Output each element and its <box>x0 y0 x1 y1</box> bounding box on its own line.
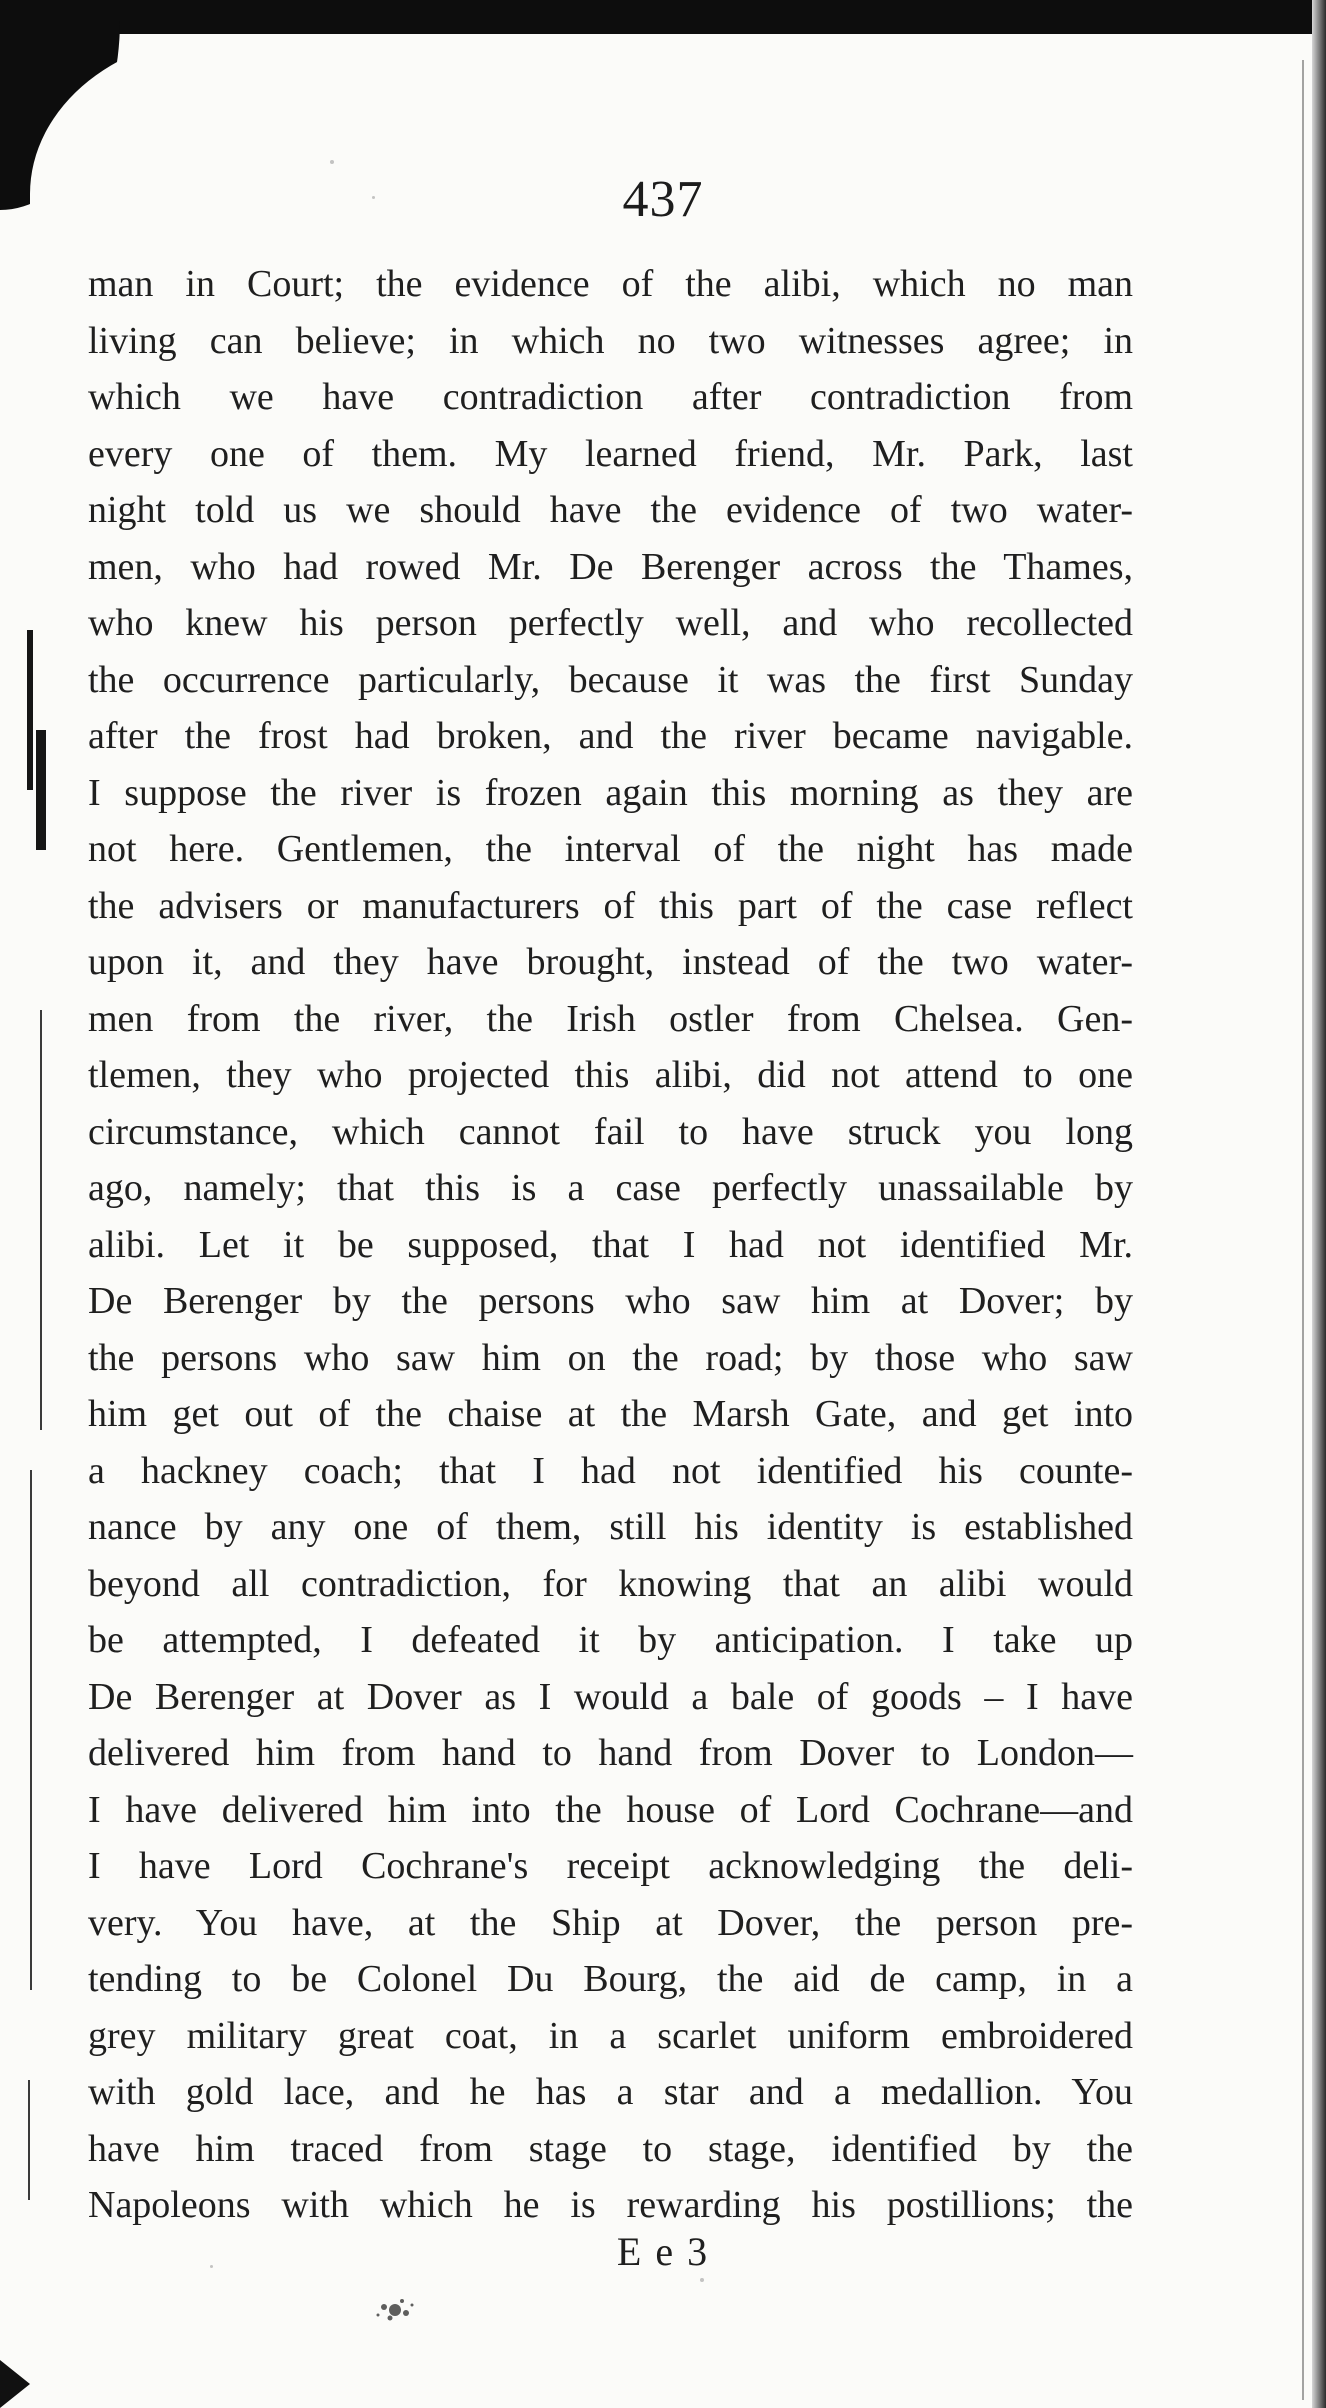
gutter-mark <box>36 730 46 850</box>
text-line: I have delivered him into the house of Lord Cochrane—and <box>88 1788 1133 1831</box>
page-number: 437 <box>622 171 704 228</box>
gutter-line <box>28 2080 30 2200</box>
text-line: alibi. Let it be supposed, that I had not identified Mr. <box>88 1223 1133 1266</box>
text-line: the occurrence particularly, because it was the first Sunday <box>88 658 1133 701</box>
text-line: which we have contradiction after contradiction from <box>88 376 1133 418</box>
text-line: beyond all contradiction, for knowing that an alibi would <box>88 1562 1133 1605</box>
scan-top-border <box>0 0 1326 34</box>
text-line: with gold lace, and he has a star and a medallion. You <box>88 2071 1133 2113</box>
binding-shadow-wedge <box>0 2360 30 2408</box>
gutter-line <box>30 1470 32 1990</box>
paper-speckle <box>330 160 334 164</box>
text-line: circumstance, which cannot fail to have struck you long <box>88 1110 1133 1153</box>
text-line: I have Lord Cochrane's receipt acknowledging the deli- <box>88 1845 1133 1887</box>
ink-blot-ornament <box>350 2285 440 2335</box>
text-line: De Berenger by the persons who saw him at Dover; by <box>88 1280 1133 1322</box>
text-line: tlemen, they who projected this alibi, did not attend to one <box>88 1054 1133 1096</box>
text-line: Napoleons with which he is rewarding his postillions; the <box>88 2184 1133 2226</box>
text-line: him get out of the chaise at the Marsh Gate, and get into <box>88 1393 1133 1435</box>
gutter-line <box>40 1010 42 1430</box>
gutter-mark <box>27 630 33 790</box>
text-line: tending to be Colonel Du Bourg, the aid de camp, in a <box>88 1958 1133 2000</box>
signature-mark: E e 3 <box>616 2229 710 2274</box>
text-line: man in Court; the evidence of the alibi, which no man <box>88 263 1133 305</box>
paper-speckle <box>700 2278 704 2282</box>
text-line: men from the river, the Irish ostler from Chelsea. Gen- <box>88 997 1133 1040</box>
text-line: upon it, and they have brought, instead of the two water- <box>88 941 1133 983</box>
text-line: De Berenger at Dover as I would a bale of goods – I have <box>88 1675 1133 1718</box>
text-line: after the frost had broken, and the river became navigable. <box>88 715 1133 757</box>
body-text <box>88 256 1133 2234</box>
text-line: grey military great coat, in a scarlet uniform embroidered <box>88 2014 1133 2057</box>
text-line: the advisers or manufacturers of this part of the case reflect <box>88 884 1133 927</box>
text-line: nance by any one of them, still his identity is established <box>88 1506 1133 1548</box>
text-line: a hackney coach; that I had not identified his counte- <box>88 1449 1133 1492</box>
text-line: delivered him from hand to hand from Dover to London— <box>88 1732 1133 1774</box>
text-line: ago, namely; that this is a case perfectly unassailable by <box>88 1167 1133 1209</box>
text-line: I suppose the river is frozen again this morning as they are <box>88 771 1133 814</box>
text-line: be attempted, I defeated it by anticipation. I take up <box>88 1619 1133 1661</box>
text-line: men, who had rowed Mr. De Berenger across the Thames, <box>88 545 1133 588</box>
text-line: night told us we should have the evidence of two water- <box>88 489 1133 531</box>
text-line: the persons who saw him on the road; by those who saw <box>88 1336 1133 1379</box>
text-line: have him traced from stage to stage, identified by the <box>88 2127 1133 2170</box>
text-line: every one of them. My learned friend, Mr. Park, last <box>88 432 1133 475</box>
page-edge-line <box>1302 60 1304 2400</box>
text-line: not here. Gentlemen, the interval of the night has made <box>88 828 1133 870</box>
text-line: who knew his person perfectly well, and who recollected <box>88 602 1133 644</box>
text-line: very. You have, at the Ship at Dover, the person pre- <box>88 1901 1133 1944</box>
text-line: living can believe; in which no two witnesses agree; in <box>88 319 1133 362</box>
page-right-edge <box>1312 0 1326 2408</box>
